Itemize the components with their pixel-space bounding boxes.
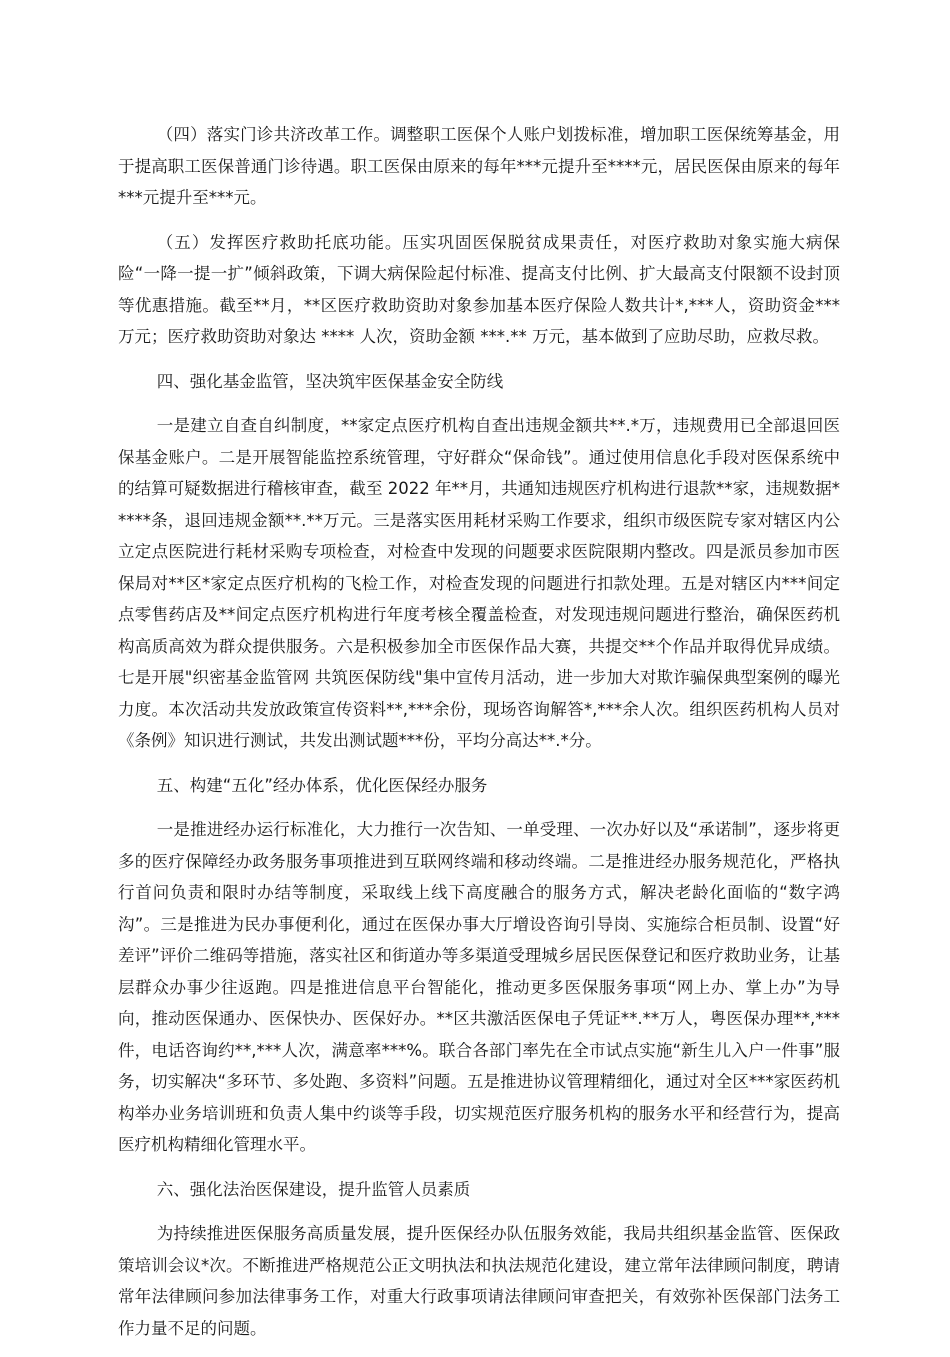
paragraph-rule-of-law: 为持续推进医保服务高质量发展，提升医保经办队伍服务效能，我局共组织基金监管、医保政策培训会议*次。不断推进严格规范公正文明执法和执法规范化建设，建立常年法律顾问制度，聘请常年法律顾问参加法律事务工作，对重大行政事项请法律顾问审查把关，有效弥补医保部门法务工作力量不足的问题。: [118, 1224, 840, 1338]
document-body: [118, 119, 840, 1357]
paragraph-service-system: 一是推进经办运行标准化，大力推行一次告知、一单受理、一次办好以及“承诺制”，逐步将更多的医疗保障经办政务服务事项推进到互联网终端和移动终端。二是推进经办服务规范化，严格执行首问负责和限时办结等制度，采取线上线下高度融合的服务方式，解决老龄化面临的“数字鸿沟”。三是推进为民办事便利化，通过在医保办事大厅增设咨询引导岗、实施综合柜员制、设置“好差评”评价二维码等措施，落实社区和街道办等多渠道受理城乡居民医保登记和医疗救助业务，让基层群众办事少往返跑。四是推进信息平台智能化，推动更多医保服务事项“网上办、掌上办”为导向，推动医保通办、医保快办、医保好办。**区共激活医保电子凭证**.**万人，粤医保办理**,***件，电话咨询约**,***人次，满意率***%。联合各部门率先在全市试点实施“新生儿入户一件事”服务，切实解决“多环节、多处跑、多资料”问题。五是推进协议管理精细化，通过对全区***家医药机构举办业务培训班和负责人集中约谈等手段，切实规范医疗服务机构的服务水平和经营行为，提高医疗机构精细化管理水平。: [118, 820, 840, 1154]
section-heading-service-system: 五、构建“五化”经办体系，优化医保经办服务: [156, 775, 488, 795]
section-heading-rule-of-law: 六、强化法治医保建设，提升监管人员素质: [156, 1179, 471, 1199]
paragraph-medical-assistance: （五）发挥医疗救助托底功能。压实巩固医保脱贫成果责任，对医疗救助对象实施大病保险“一降一提一扩”倾斜政策，下调大病保险起付标准、提高支付比例、扩大最高支付限额不设封顶等优惠措施。截至**月，**区医疗救助资助对象参加基本医疗保险人数共计*,***人，资助资金***万元；医疗救助资助对象达 **** 人次，资助金额 ***.** 万元，基本做到了应助尽助，应救尽救。: [118, 232, 840, 346]
paragraph-fund-supervision: 一是建立自查自纠制度，**家定点医疗机构自查出违规金额共**.*万，违规费用已全部退回医保基金账户。二是开展智能监控系统管理，守好群众“保命钱”。通过使用信息化手段对医保系统中的结算可疑数据进行稽核审查，截至 2022 年**月，共通知违规医疗机构进行退款**家，违规数据*****条，退回违规金额**.**万元。三是落实医用耗材采购工作要求，组织市级医院专家对辖区内公立定点医院进行耗材采购专项检查，对检查中发现的问题要求医院限期内整改。四是派员参加市医保局对**区*家定点医疗机构的飞检工作，对检查发现的问题进行扣款处理。五是对辖区内***间定点零售药店及**间定点医疗机构进行年度考核全覆盖检查，对发现违规问题进行整治，确保医药机构高质高效为群众提供服务。六是积极参加全市医保作品大赛，共提交**个作品并取得优异成绩。七是开展"织密基金监管网 共筑医保防线"集中宣传月活动，进一步加大对欺诈骗保典型案例的曝光力度。本次活动共发放政策宣传资料**,***余份，现场咨询解答*,***余人次。组织医药机构人员对《条例》知识进行测试，共发出测试题***份，平均分高达**.*分。: [118, 416, 840, 750]
section-heading-fund-supervision: 四、强化基金监管，坚决筑牢医保基金安全防线: [156, 371, 504, 391]
paragraph-outpatient-reform: （四）落实门诊共济改革工作。调整职工医保个人账户划拨标准，增加职工医保统筹基金，用于提高职工医保普通门诊待遇。职工医保由原来的每年***元提升至****元，居民医保由原来的每年***元提升至***元。: [118, 125, 840, 207]
